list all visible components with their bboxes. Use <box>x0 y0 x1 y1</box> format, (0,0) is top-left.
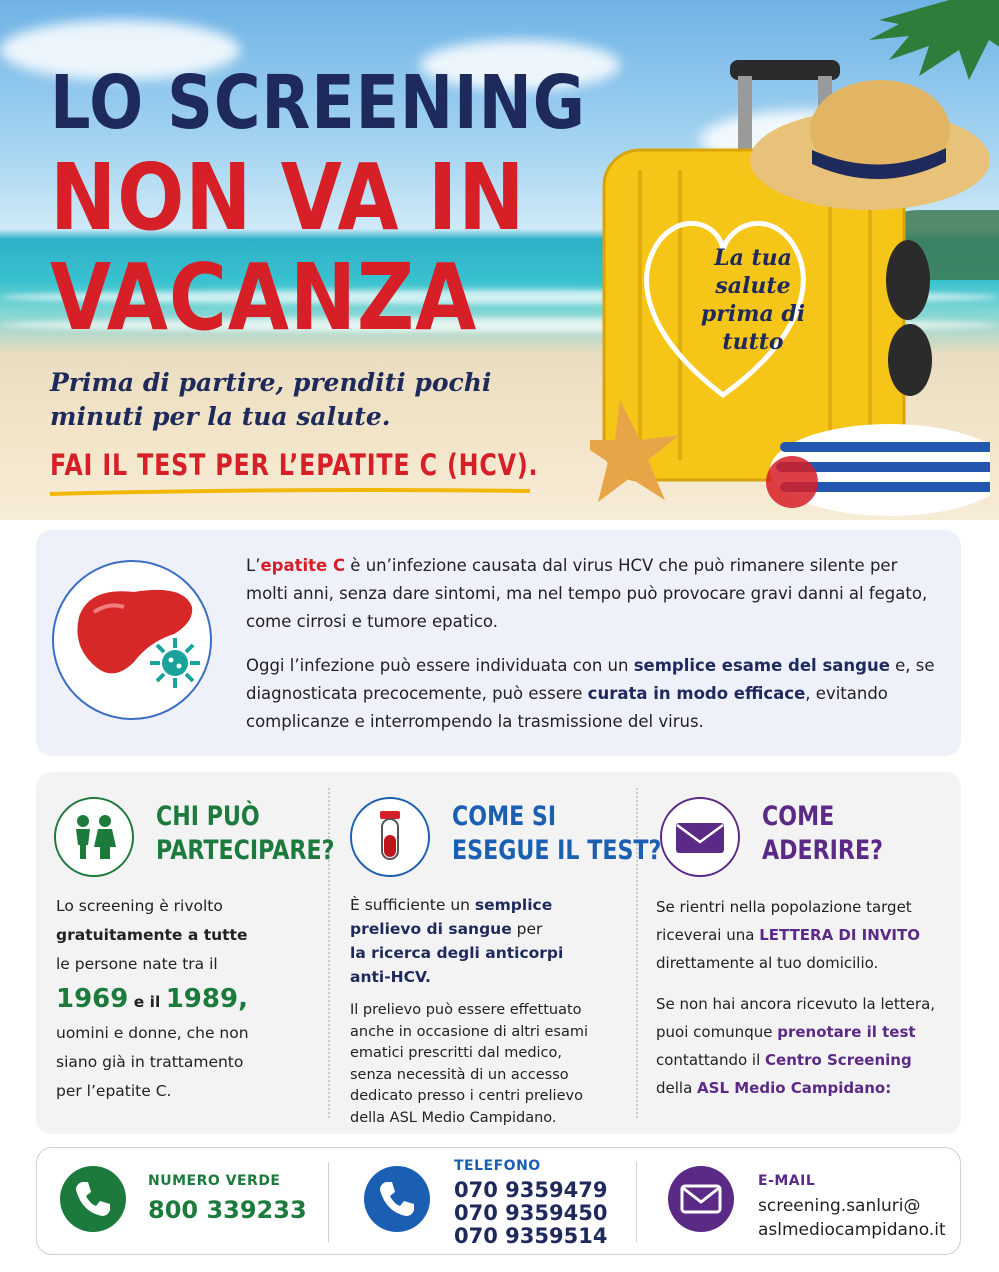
phone-label: TELEFONO <box>454 1158 541 1174</box>
text: anche in occasione di altri esami <box>350 1023 589 1040</box>
envelope-icon <box>660 797 740 877</box>
how-heading-1: COME SI <box>452 801 557 832</box>
text: semplice <box>474 896 553 914</box>
info-paragraph-1 <box>246 552 936 636</box>
title-line-2: NON VA IN <box>50 144 526 251</box>
hero-cta: FAI IL TEST PER L’EPATITE C (HCV). <box>50 448 539 482</box>
text: L’ <box>246 556 261 575</box>
info-paragraph-2 <box>246 652 936 736</box>
text: gratuitamente a tutte <box>56 926 248 944</box>
text: LETTERA DI INVITO <box>759 926 920 944</box>
text: , evitando complicanze e interrompendo la trasmissione del virus. <box>246 684 888 731</box>
text: prenotare il test <box>777 1023 916 1041</box>
phone-number-3[interactable]: 070 9359514 <box>454 1224 608 1248</box>
text: anti-HCV. <box>350 968 431 986</box>
text: e, se diagnosticata precocemente, può essere <box>246 656 935 703</box>
cta-underline <box>50 488 530 496</box>
how-text-small <box>350 1000 630 1129</box>
text: è un’infezione causata dal virus HCV che può rimanere silente per molti anni, senza dare sintomi, ma nel tempo può provocare gravi danni al fegato, come cirrosi e tumore epatico. <box>246 556 928 631</box>
email-icon <box>668 1166 734 1232</box>
how-heading-2: ESEGUE IL TEST? <box>452 835 662 866</box>
text: per l’epatite C. <box>56 1082 172 1100</box>
text: prelievo di sangue <box>350 920 512 938</box>
how-text-bold <box>350 893 630 989</box>
liver-icon-circle <box>52 560 212 720</box>
who-heading-1: CHI PUÒ <box>156 801 260 832</box>
text: Il prelievo può essere effettuato <box>350 1002 582 1018</box>
toll-free-number[interactable]: 800 339233 <box>148 1196 307 1224</box>
highlight: semplice esame del sangue <box>633 656 890 675</box>
phone-number-1[interactable]: 070 9359479 <box>454 1178 608 1202</box>
text: ASL Medio Campidano: <box>697 1079 892 1097</box>
toll-free-label: NUMERO VERDE <box>148 1173 281 1189</box>
text: uomini e donne, che non <box>56 1024 249 1042</box>
text: riceverai una <box>656 926 760 944</box>
email-label: E-MAIL <box>758 1173 816 1189</box>
text: direttamente al tuo domicilio. <box>656 954 879 972</box>
text: siano già in trattamento <box>56 1053 244 1071</box>
text: senza necessità di un accesso <box>350 1066 569 1083</box>
text: per <box>511 920 543 938</box>
text: Centro Screening <box>765 1051 912 1069</box>
text: della <box>656 1079 698 1097</box>
virus-icon <box>146 634 204 692</box>
text: della ASL Medio Campidano. <box>350 1109 557 1126</box>
blood-tube-icon <box>350 797 430 877</box>
text: contattando il <box>656 1051 766 1069</box>
join-heading-2: ADERIRE? <box>762 835 883 866</box>
year-start: 1969 <box>56 984 129 1014</box>
join-text-1 <box>656 893 946 977</box>
join-heading-1: COME <box>762 801 835 832</box>
people-icon <box>54 797 134 877</box>
text: le persone nate tra il <box>56 955 218 973</box>
hero-banner <box>0 0 999 520</box>
contact-divider <box>328 1162 329 1242</box>
email-address-2[interactable]: aslmediocampidano.it <box>758 1220 946 1240</box>
hero-subtitle: Prima di partire, prenditi pochi minuti per la tua salute. <box>50 368 492 431</box>
year-end: 1989, <box>165 984 248 1014</box>
info-text <box>246 552 936 752</box>
text: e il <box>128 993 166 1011</box>
highlight: curata in modo efficace <box>587 684 806 703</box>
highlight-epatite: epatite C <box>260 556 346 575</box>
title-line-1: LO SCREENING <box>50 60 586 146</box>
text: È sufficiente un <box>350 896 475 914</box>
text: ematici prescritti dal medico, <box>350 1045 563 1061</box>
heart-slogan: La tua salute prima di tutto <box>700 245 806 355</box>
phone-icon <box>364 1166 430 1232</box>
who-text <box>56 892 316 1106</box>
text: Se non hai ancora ricevuto la lettera, <box>656 995 936 1013</box>
who-heading-2: PARTECIPARE? <box>156 835 335 866</box>
text: Oggi l’infezione può essere individuata con un <box>246 656 634 675</box>
text: la ricerca degli anticorpi <box>350 944 564 962</box>
contact-divider <box>636 1162 637 1242</box>
title-line-3: VACANZA <box>50 244 478 351</box>
text: dedicato presso i centri prelievo <box>350 1088 583 1104</box>
phone-icon <box>60 1166 126 1232</box>
phone-number-2[interactable]: 070 9359450 <box>454 1201 608 1225</box>
text: puoi comunque <box>656 1023 778 1041</box>
text: Lo screening è rivolto <box>56 897 223 915</box>
join-text-2 <box>656 990 946 1102</box>
email-address-1[interactable]: screening.sanluri@ <box>758 1196 921 1216</box>
text: Se rientri nella popolazione target <box>656 898 912 916</box>
